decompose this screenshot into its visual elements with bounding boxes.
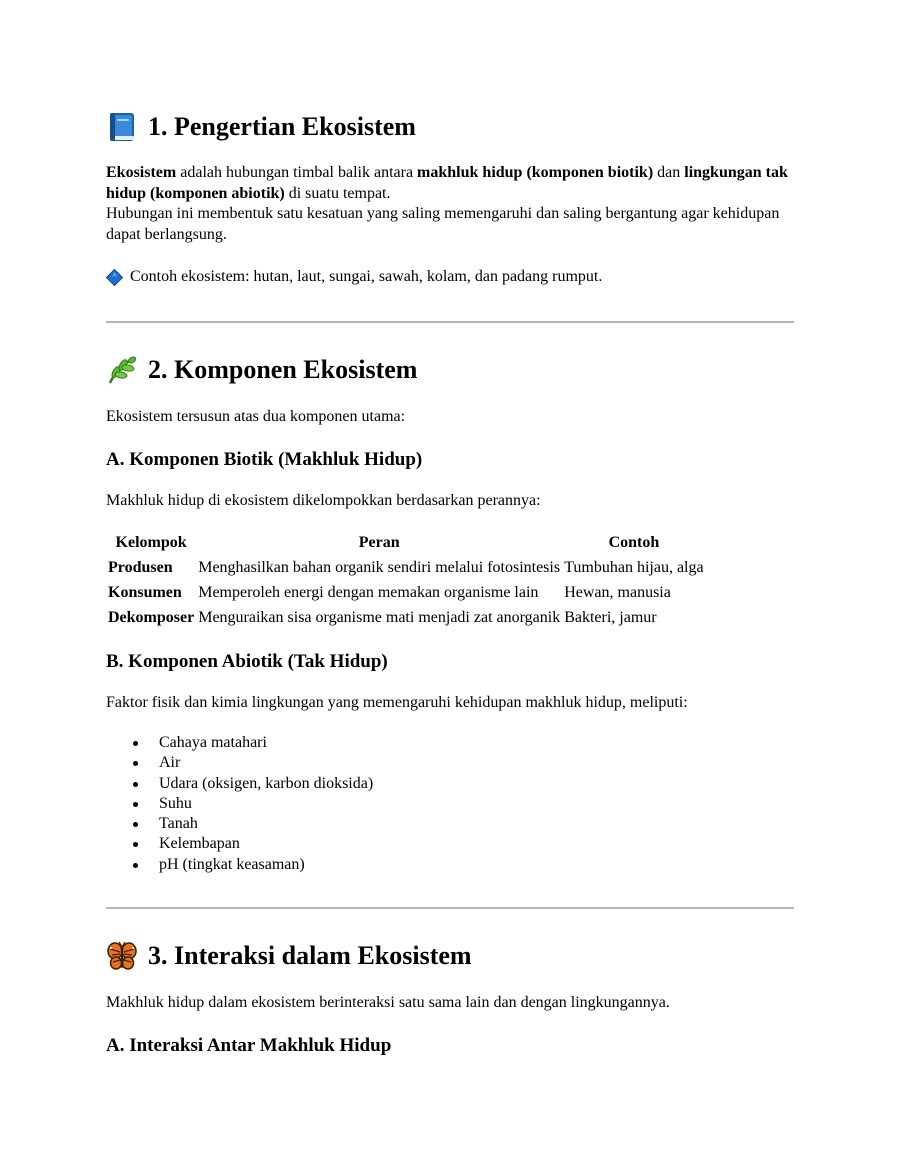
list-item: Cahaya matahari [159, 733, 796, 753]
list-item: Air [159, 753, 796, 773]
section-3-title: 3. Interaksi dalam Ekosistem [148, 941, 472, 971]
table-cell-role: Menghasilkan bahan organik sendiri melalui fotosintesis [198, 558, 561, 576]
divider [106, 907, 794, 909]
blue-diamond-icon [106, 269, 123, 286]
herb-leaf-icon [106, 354, 138, 386]
example-text: Contoh ekosistem: hutan, laut, sungai, sawah, kolam, dan padang rumput. [130, 268, 603, 285]
list-item: Tanah [159, 814, 796, 834]
section-1-paragraph: Ekosistem adalah hubungan timbal balik antara makhluk hidup (komponen biotik) dan lingkungan tak hidup (komponen abiotik) di suatu tempat. Hubungan ini membentuk satu kesatuan yang saling memengaruhi dan saling bergantung agar kehidupan dapat berlangsung. [106, 164, 788, 243]
column-header-kelompok: Kelompok [115, 533, 187, 551]
abiotik-list [106, 733, 796, 875]
abiotik-intro: Faktor fisik dan kimia lingkungan yang memengaruhi kehidupan makhluk hidup, meliputi: [106, 693, 688, 711]
table-cell-example: Tumbuhan hijau, alga [564, 558, 704, 576]
table-row [106, 580, 706, 605]
table-cell-role: Menguraikan sisa organisme mati menjadi zat anorganik [198, 608, 561, 626]
section-1-title: 1. Pengertian Ekosistem [148, 112, 416, 141]
table-row [106, 555, 706, 580]
section-2-heading [106, 351, 796, 389]
table-cell-group: Konsumen [108, 583, 182, 601]
document-page [106, 108, 796, 1058]
section-2-title: 2. Komponen Ekosistem [148, 354, 418, 384]
subheading-biotik: A. Komponen Biotik (Makhluk Hidup) [106, 449, 423, 470]
list-item: Kelembapan [159, 834, 796, 854]
table-cell-group: Produsen [108, 558, 173, 576]
section-2-intro: Ekosistem tersusun atas dua komponen utama: [106, 407, 406, 425]
table-cell-example: Bakteri, jamur [564, 608, 657, 626]
section-1-paragraph-line2: Hubungan ini membentuk satu kesatuan yang saling memengaruhi dan saling bergantung agar kehidupan dapat berlangsung. [106, 205, 780, 243]
section-1-example [106, 267, 796, 288]
blue-book-icon [106, 111, 138, 143]
table-cell-group: Dekomposer [108, 608, 195, 626]
list-item: Suhu [159, 794, 796, 814]
list-item: Udara (oksigen, karbon dioksida) [159, 774, 796, 794]
divider [106, 321, 794, 323]
biotik-intro: Makhluk hidup di ekosistem dikelompokkan berdasarkan perannya: [106, 492, 541, 509]
table-cell-role: Memperoleh energi dengan memakan organisme lain [198, 583, 539, 601]
column-header-peran: Peran [358, 533, 400, 551]
list-item: pH (tingkat keasaman) [159, 855, 796, 875]
subheading-abiotik: B. Komponen Abiotik (Tak Hidup) [106, 650, 388, 672]
biotik-table [106, 530, 706, 630]
column-header-contoh: Contoh [608, 533, 660, 551]
section-1-heading [106, 108, 796, 146]
table-row [106, 605, 706, 630]
section-3-intro: Makhluk hidup dalam ekosistem berinteraksi satu sama lain dan dengan lingkungannya. [106, 994, 670, 1012]
subheading-interaksi: A. Interaksi Antar Makhluk Hidup [106, 1034, 392, 1056]
term-ekosistem: Ekosistem [106, 164, 177, 181]
butterfly-icon [106, 940, 138, 972]
table-cell-example: Hewan, manusia [564, 583, 671, 601]
table-header-row [106, 530, 706, 555]
section-3-heading [106, 937, 796, 975]
